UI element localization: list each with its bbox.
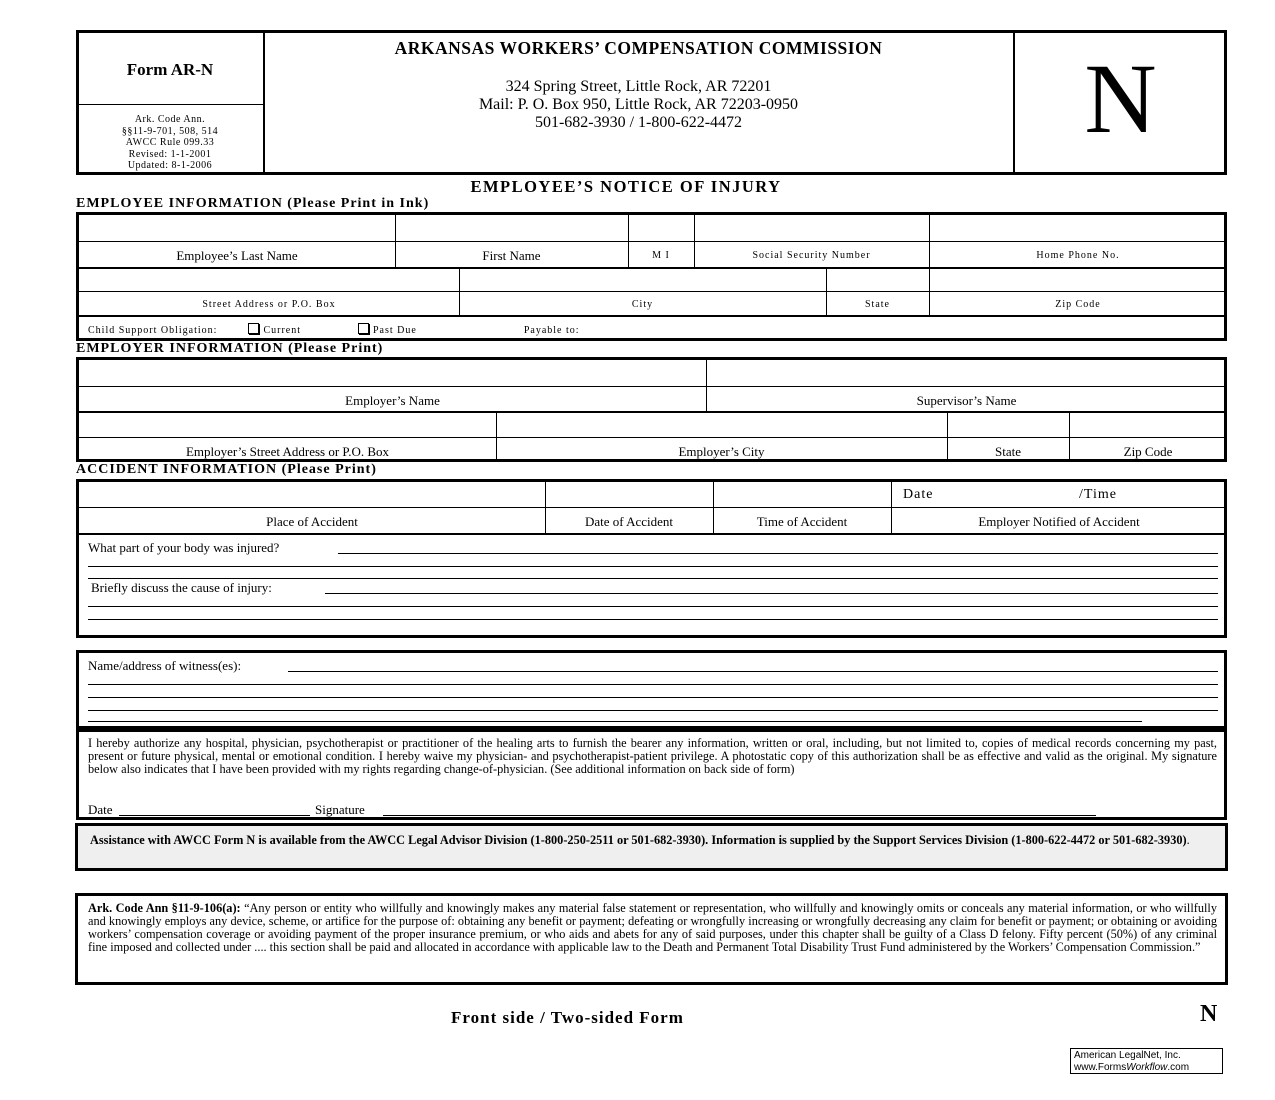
- grid-line: [79, 241, 1224, 242]
- past-due-label: Past Due: [373, 325, 417, 336]
- employee-street-input[interactable]: [82, 271, 454, 289]
- agency-name: ARKANSAS WORKERS’ COMPENSATION COMMISSION: [394, 38, 883, 58]
- employer-zip-input[interactable]: [1073, 416, 1222, 434]
- statute-body: “Any person or entity who willfully and knowingly makes any material false statement or representation, who willfully and knowingly omits or conceals any material information, or who willfully and knowingly employs any device, scheme, or artifice for the purpose of: obtaining any benefit or payment; defeating or wrongfully increasing or wrongfully decreasing any claim for benefit or payment; or obtaining or avoiding workers’ compensation coverage or avoiding payment of the proper insurance premium, or who aids and abets for any of said purposes, under this chapter shall be guilty of a Class D felony. Fifty percent (50%) of any criminal fine imposed and collected under .... this section shall be paid and allocated in accordance with applicable law to the Death and Permanent Total Disability Trust Fund administered by the Workers’ Compensation Commission.”: [88, 901, 1217, 954]
- assistance-text: [90, 834, 1212, 847]
- employee-phone-input[interactable]: [934, 220, 1222, 238]
- writing-line: [119, 815, 310, 816]
- agency-mail: Mail: P. O. Box 950, Little Rock, AR 72203-0950: [478, 96, 799, 113]
- payable-to-label: Payable to:: [523, 325, 580, 336]
- employee-ssn-label: Social Security Number: [752, 250, 871, 261]
- code-line: Updated: 8-1-2006: [127, 160, 213, 172]
- employer-name-label: Employer’s Name: [345, 393, 440, 408]
- code-line: Ark. Code Ann.: [134, 114, 206, 125]
- writing-line: [88, 578, 1218, 579]
- employee-mi-input[interactable]: [632, 220, 690, 238]
- employee-street-label: Street Address or P.O. Box: [202, 299, 336, 310]
- footer-letter: N: [1200, 1001, 1218, 1027]
- current-label: Current: [263, 325, 301, 336]
- supervisor-name-input[interactable]: [711, 365, 1222, 383]
- grid-line: [76, 315, 1227, 317]
- writing-line: [88, 619, 1218, 620]
- employee-ssn-input[interactable]: [699, 220, 925, 238]
- employee-zip-input[interactable]: [934, 271, 1222, 289]
- employee-last-name-label: Employee’s Last Name: [176, 248, 298, 263]
- body-part-label: What part of your body was injured?: [88, 540, 280, 555]
- body-part-input[interactable]: [340, 538, 1216, 552]
- assistance-box: [75, 823, 1228, 871]
- employer-street-input[interactable]: [82, 416, 491, 434]
- date-label: Date: [88, 802, 113, 817]
- accident-section-heading: ACCIDENT INFORMATION (Please Print): [76, 462, 377, 477]
- employer-city-input[interactable]: [501, 416, 943, 434]
- employee-city-input[interactable]: [464, 271, 822, 289]
- employer-street-label: Employer’s Street Address or P.O. Box: [185, 444, 390, 459]
- statute-cite: Ark. Code Ann §11-9-106(a):: [88, 901, 241, 915]
- child-support-label: Child Support Obligation:: [88, 325, 218, 336]
- accident-time-label: Time of Accident: [756, 514, 848, 529]
- writing-line: [88, 697, 1218, 698]
- writing-line: [88, 606, 1218, 607]
- agency-address: 324 Spring Street, Little Rock, AR 72201: [505, 78, 772, 95]
- current-checkbox[interactable]: [248, 323, 259, 334]
- code-line: Revised: 1-1-2001: [128, 148, 212, 160]
- employee-section-heading: EMPLOYEE INFORMATION (Please Print in Ink): [76, 196, 430, 211]
- writing-line: [88, 684, 1218, 685]
- front-side-note: Front side / Two-sided Form: [451, 1008, 684, 1027]
- child-support-row: [88, 323, 580, 336]
- writing-line: [383, 815, 1096, 816]
- signature-label: Signature: [315, 802, 365, 817]
- assistance-body: Assistance with AWCC Form N is available from the AWCC Legal Advisor Division (1-800-250-2511 or 501-682-3930). Information is supplied by the Support Services Division (1-800-622-4472 or 501-682-3930): [90, 833, 1187, 847]
- cause-label: Briefly discuss the cause of injury:: [91, 580, 272, 595]
- accident-notified-label: Employer Notified of Accident: [978, 514, 1140, 529]
- grid-line: [76, 267, 1227, 269]
- code-citations: [76, 114, 264, 172]
- accident-place-input[interactable]: [82, 486, 540, 504]
- code-line: AWCC Rule 099.33: [125, 137, 215, 149]
- grid-line: [79, 291, 1224, 292]
- employer-state-input[interactable]: [951, 416, 1065, 434]
- grid-line: [79, 507, 1224, 508]
- assistance-end: .: [1186, 833, 1190, 847]
- witness-input[interactable]: [290, 657, 1216, 671]
- writing-line: [338, 553, 1218, 554]
- form-title: EMPLOYEE’S NOTICE OF INJURY: [470, 177, 782, 196]
- notified-date-prefix: Date: [903, 487, 934, 502]
- vendor-name: American LegalNet, Inc.: [1074, 1050, 1181, 1061]
- vendor-stamp: [1070, 1048, 1223, 1074]
- employer-name-input[interactable]: [82, 365, 701, 383]
- employee-last-name-input[interactable]: [82, 220, 390, 238]
- notified-date-time: [903, 487, 1223, 503]
- accident-place-label: Place of Accident: [266, 514, 358, 529]
- employer-city-label: Employer’s City: [678, 444, 765, 459]
- grid-line: [76, 411, 1227, 413]
- employee-city-label: City: [631, 299, 654, 310]
- authorization-text: I hereby authorize any hospital, physician, psychotherapist or practitioner of the healing arts to furnish the bearer any information, written or oral, including, but not limited to, copies of medical records concerning my past, present or future physical, mental or emotional condition. I hereby waive my physician- and psychotherapist-patient privilege. A photostatic copy of this authorization shall be as effective and valid as the original. My signature below also indicates that I have been provided with my rights regarding change-of-physician. (See additional information on back side of form): [88, 736, 1217, 776]
- past-due-checkbox[interactable]: [358, 323, 369, 334]
- writing-line: [88, 710, 1218, 711]
- employee-phone-label: Home Phone No.: [1036, 250, 1120, 261]
- agency-phones: 501-682-3930 / 1-800-622-4472: [534, 114, 743, 131]
- witness-label: Name/address of witness(es):: [88, 658, 242, 673]
- form-letter: N: [1084, 43, 1157, 154]
- accident-date-label: Date of Accident: [584, 514, 674, 529]
- form-id: Form AR-N: [126, 60, 214, 79]
- employee-zip-label: Zip Code: [1055, 299, 1101, 310]
- employee-mi-label: M I: [652, 250, 670, 261]
- employer-state-label: State: [995, 444, 1021, 459]
- writing-line: [325, 593, 1218, 594]
- employee-state-input[interactable]: [830, 271, 925, 289]
- cause-input[interactable]: [327, 580, 1217, 592]
- statute-text: [88, 902, 1217, 954]
- employer-section-heading: EMPLOYER INFORMATION (Please Print): [76, 341, 384, 356]
- vendor-url: www.FormsWorkflow.com: [1074, 1061, 1190, 1073]
- accident-time-input[interactable]: [718, 486, 887, 504]
- accident-date-input[interactable]: [550, 486, 709, 504]
- grid-line: [79, 386, 1224, 387]
- code-line: §§11-9-701, 508, 514: [121, 125, 219, 137]
- writing-line: [88, 566, 1218, 567]
- header-code-divider: [76, 104, 264, 105]
- employer-zip-label: Zip Code: [1123, 444, 1173, 459]
- authorization-date-input[interactable]: [120, 801, 308, 815]
- notified-time-prefix: /Time: [1079, 487, 1117, 502]
- employee-first-name-input[interactable]: [400, 220, 624, 238]
- writing-line: [88, 721, 1142, 722]
- signature-input[interactable]: [384, 801, 1094, 815]
- grid-line: [79, 437, 1224, 438]
- employee-first-name-label: First Name: [482, 248, 541, 263]
- grid-line: [76, 533, 1227, 535]
- employee-state-label: State: [865, 299, 890, 310]
- supervisor-name-label: Supervisor’s Name: [916, 393, 1017, 408]
- writing-line: [288, 671, 1218, 672]
